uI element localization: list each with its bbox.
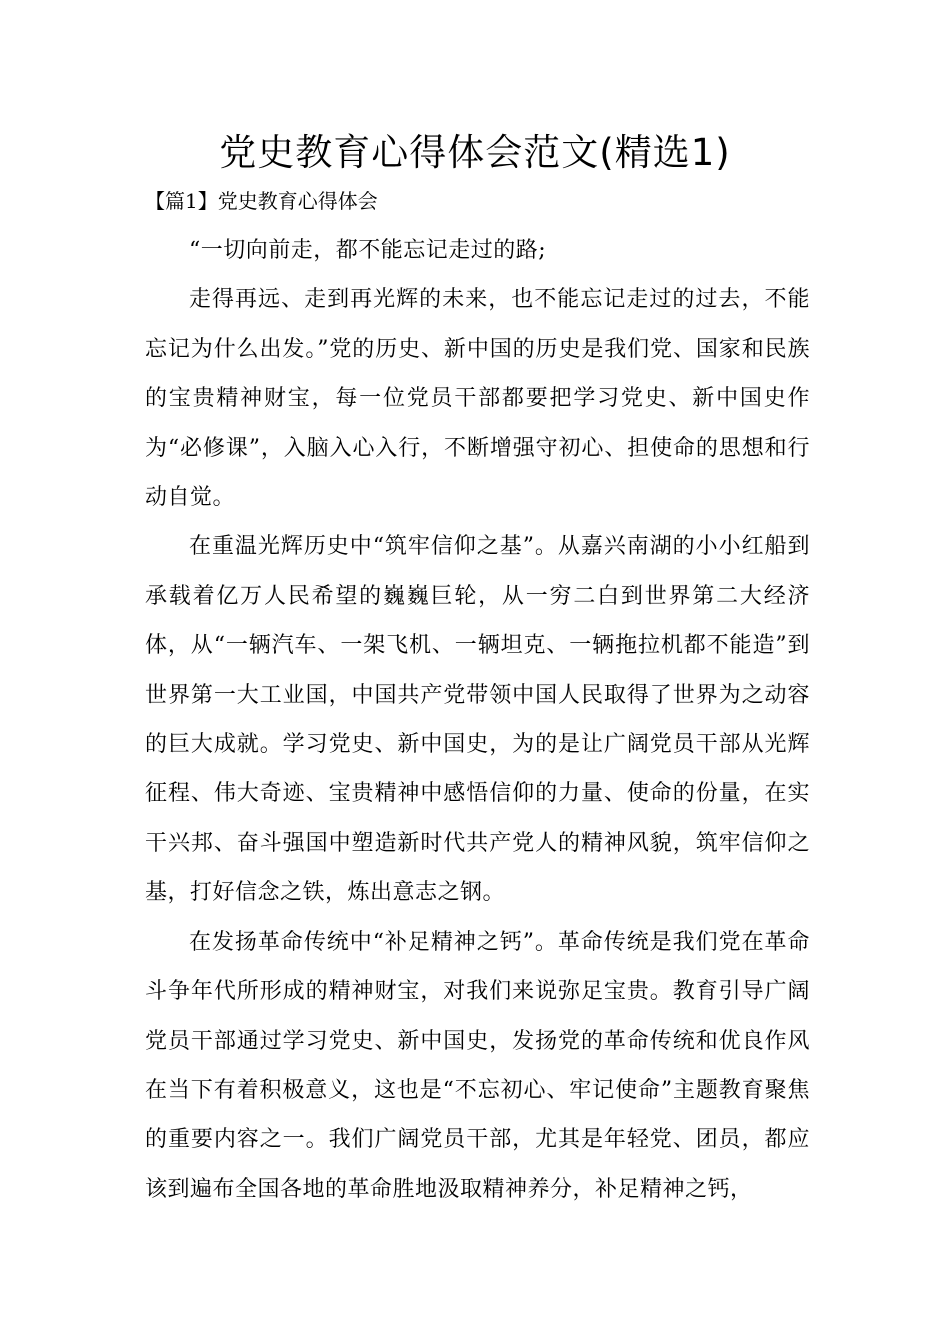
paragraph-4: 在发扬革命传统中“补足精神之钙”。革命传统是我们党在革命斗争年代所形成的精神财宝，对我们来说弥足宝贵。教育引导广阔党员干部通过学习党史、新中国史，发扬党的革命传统和优良作风在当下有着积极意义，这也是“不忘初心、牢记使命”主题教育聚焦的重要内容之一。我们广阔党员干部，尤其是年轻党、团员，都应该到遍布全国各地的革命胜地汲取精神养分，补足精神之钙， <box>145 929 810 1202</box>
section-heading: 【篇1】党史教育心得体会 <box>145 189 378 213</box>
document-title: 党史教育心得体会范文(精选1) <box>219 131 731 174</box>
paragraph-2: 走得再远、走到再光辉的未来，也不能忘记走过的过去，不能忘记为什么出发。”党的历史、新中国的历史是我们党、国家和民族的宝贵精神财宝，每一位党员干部都要把学习党史、新中国史作为“必修课”，入脑入心入行，不断增强守初心、担使命的思想和行动自觉。 <box>145 287 810 511</box>
paragraph-3: 在重温光辉历史中“筑牢信仰之基”。从嘉兴南湖的小小红船到承载着亿万人民希望的巍巍巨轮，从一穷二白到世界第二大经济体，从“一辆汽车、一架飞机、一辆坦克、一辆拖拉机都不能造”到世界第一大工业国，中国共产党带领中国人民取得了世界为之动容的巨大成就。学习党史、新中国史，为的是让广阔党员干部从光辉征程、伟大奇迹、宝贵精神中感悟信仰的力量、使命的份量，在实干兴邦、奋斗强国中塑造新时代共产党人的精神风貌，筑牢信仰之基，打好信念之铁，炼出意志之钢。 <box>145 534 810 906</box>
paragraph-1: “一切向前走，都不能忘记走过的路; <box>189 238 547 263</box>
document-body <box>145 226 810 1214</box>
